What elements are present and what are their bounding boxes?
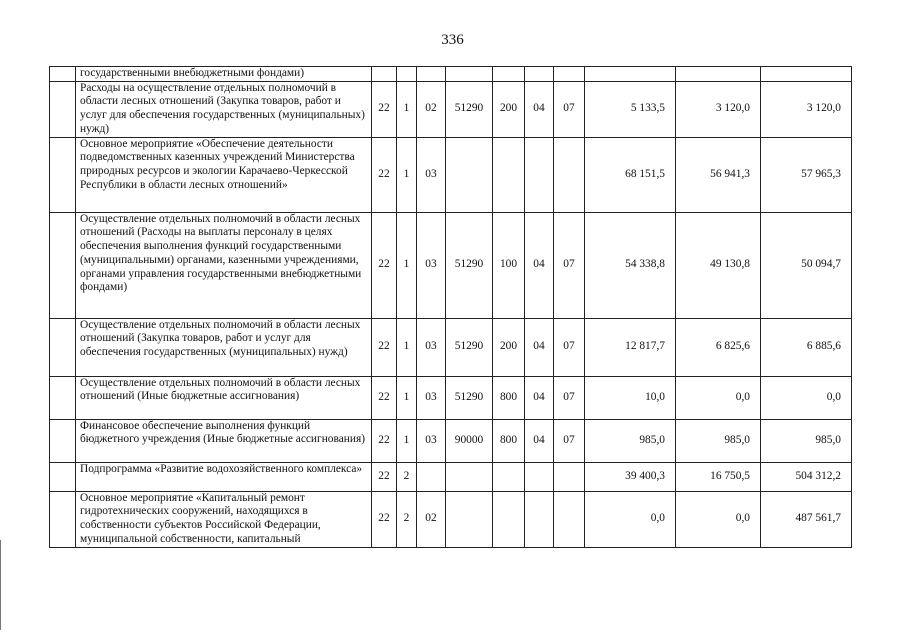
- description-cell: Основное мероприятие «Капитальный ремонт гидротехнических сооружений, находящихся в собственности субъектов Российской Федерации, муниципальной собственности, капитальный: [76, 491, 372, 547]
- code-cell-subsection: 07: [554, 81, 585, 137]
- amount-cell-year3: [761, 67, 852, 82]
- code-cell-program: 22: [372, 81, 397, 137]
- amount-cell-year1: 39 400,3: [585, 462, 676, 491]
- code-cell-subsection: 07: [554, 212, 585, 318]
- code-cell-program: [372, 67, 397, 82]
- code-cell-subprogram: [397, 67, 417, 82]
- amount-cell-year2: 3 120,0: [676, 81, 761, 137]
- code-cell-expense-type: [493, 67, 525, 82]
- number-cell: [50, 67, 76, 82]
- code-cell-activity: 02: [417, 491, 446, 547]
- amount-cell-year1: 68 151,5: [585, 137, 676, 212]
- amount-cell-year1: 0,0: [585, 491, 676, 547]
- code-cell-direction: [446, 137, 493, 212]
- code-cell-section: [525, 462, 554, 491]
- code-cell-expense-type: 100: [493, 212, 525, 318]
- code-cell-subprogram: 2: [397, 491, 417, 547]
- amount-cell-year1: [585, 67, 676, 82]
- amount-cell-year2: 0,0: [676, 491, 761, 547]
- code-cell-direction: [446, 462, 493, 491]
- code-cell-subprogram: 1: [397, 137, 417, 212]
- amount-cell-year3: 50 094,7: [761, 212, 852, 318]
- amount-cell-year2: [676, 67, 761, 82]
- description-cell: Осуществление отдельных полномочий в области лесных отношений (Расходы на выплаты персоналу в целях обеспечения выполнения функций государственными (муниципальными) органами, казенными учреждениями, органами управления государственными внебюджетными фондами): [76, 212, 372, 318]
- code-cell-direction: 51290: [446, 318, 493, 376]
- code-cell-program: 22: [372, 419, 397, 462]
- code-cell-expense-type: 200: [493, 81, 525, 137]
- table-row: [50, 318, 852, 376]
- code-cell-direction: 51290: [446, 212, 493, 318]
- scan-edge-mark: [0, 540, 1, 630]
- code-cell-activity: [417, 67, 446, 82]
- code-cell-program: 22: [372, 462, 397, 491]
- code-cell-direction: [446, 491, 493, 547]
- table-row: [50, 491, 852, 547]
- number-cell: [50, 419, 76, 462]
- code-cell-subprogram: 1: [397, 419, 417, 462]
- table-row: [50, 81, 852, 137]
- code-cell-subprogram: 1: [397, 376, 417, 419]
- description-cell: Осуществление отдельных полномочий в области лесных отношений (Закупка товаров, работ и услуг для обеспечения государственных (муниципальных) нужд): [76, 318, 372, 376]
- code-cell-program: 22: [372, 212, 397, 318]
- code-cell-subprogram: 1: [397, 318, 417, 376]
- code-cell-subprogram: 1: [397, 81, 417, 137]
- amount-cell-year2: 0,0: [676, 376, 761, 419]
- code-cell-expense-type: 200: [493, 318, 525, 376]
- table-row: [50, 67, 852, 82]
- table-row: [50, 462, 852, 491]
- number-cell: [50, 462, 76, 491]
- number-cell: [50, 212, 76, 318]
- amount-cell-year3: 3 120,0: [761, 81, 852, 137]
- code-cell-expense-type: 800: [493, 419, 525, 462]
- amount-cell-year2: 6 825,6: [676, 318, 761, 376]
- code-cell-section: 04: [525, 318, 554, 376]
- code-cell-program: 22: [372, 491, 397, 547]
- code-cell-activity: 03: [417, 212, 446, 318]
- code-cell-activity: 02: [417, 81, 446, 137]
- amount-cell-year3: 487 561,7: [761, 491, 852, 547]
- amount-cell-year1: 10,0: [585, 376, 676, 419]
- code-cell-expense-type: [493, 462, 525, 491]
- code-cell-section: 04: [525, 212, 554, 318]
- table-row: [50, 212, 852, 318]
- description-cell: Основное мероприятие «Обеспечение деятельности подведомственных казенных учреждений Министерства природных ресурсов и экологии Карачаево-Черкесской Республики в области лесных отношений»: [76, 137, 372, 212]
- code-cell-subsection: [554, 137, 585, 212]
- code-cell-section: [525, 137, 554, 212]
- code-cell-expense-type: [493, 491, 525, 547]
- code-cell-activity: 03: [417, 137, 446, 212]
- code-cell-section: 04: [525, 376, 554, 419]
- amount-cell-year2: 16 750,5: [676, 462, 761, 491]
- code-cell-subsection: [554, 491, 585, 547]
- table-row: [50, 376, 852, 419]
- amount-cell-year1: 12 817,7: [585, 318, 676, 376]
- amount-cell-year2: 49 130,8: [676, 212, 761, 318]
- amount-cell-year3: 504 312,2: [761, 462, 852, 491]
- code-cell-subsection: 07: [554, 376, 585, 419]
- code-cell-subsection: [554, 67, 585, 82]
- amount-cell-year3: 0,0: [761, 376, 852, 419]
- code-cell-expense-type: 800: [493, 376, 525, 419]
- description-cell: Финансовое обеспечение выполнения функций бюджетного учреждения (Иные бюджетные ассигнования): [76, 419, 372, 462]
- description-cell: Осуществление отдельных полномочий в области лесных отношений (Иные бюджетные ассигнования): [76, 376, 372, 419]
- budget-table: [49, 66, 852, 548]
- description-cell: Расходы на осуществление отдельных полномочий в области лесных отношений (Закупка товаров, работ и услуг для обеспечения государственных (муниципальных) нужд): [76, 81, 372, 137]
- code-cell-section: 04: [525, 81, 554, 137]
- description-cell: Подпрограмма «Развитие водохозяйственного комплекса»: [76, 462, 372, 491]
- amount-cell-year1: 985,0: [585, 419, 676, 462]
- code-cell-program: 22: [372, 376, 397, 419]
- description-cell: государственными внебюджетными фондами): [76, 67, 372, 82]
- page-number: 336: [441, 32, 464, 48]
- amount-cell-year3: 57 965,3: [761, 137, 852, 212]
- amount-cell-year3: 985,0: [761, 419, 852, 462]
- number-cell: [50, 491, 76, 547]
- number-cell: [50, 318, 76, 376]
- code-cell-activity: [417, 462, 446, 491]
- code-cell-subsection: 07: [554, 318, 585, 376]
- code-cell-section: [525, 491, 554, 547]
- number-cell: [50, 81, 76, 137]
- code-cell-subsection: [554, 462, 585, 491]
- code-cell-section: [525, 67, 554, 82]
- code-cell-program: 22: [372, 137, 397, 212]
- table-row: [50, 137, 852, 212]
- code-cell-direction: 51290: [446, 376, 493, 419]
- amount-cell-year2: 985,0: [676, 419, 761, 462]
- number-cell: [50, 376, 76, 419]
- code-cell-subprogram: 1: [397, 212, 417, 318]
- code-cell-direction: 90000: [446, 419, 493, 462]
- code-cell-direction: [446, 67, 493, 82]
- code-cell-program: 22: [372, 318, 397, 376]
- table-row: [50, 419, 852, 462]
- code-cell-expense-type: [493, 137, 525, 212]
- number-cell: [50, 137, 76, 212]
- amount-cell-year1: 5 133,5: [585, 81, 676, 137]
- code-cell-direction: 51290: [446, 81, 493, 137]
- code-cell-activity: 03: [417, 419, 446, 462]
- code-cell-subsection: 07: [554, 419, 585, 462]
- code-cell-section: 04: [525, 419, 554, 462]
- amount-cell-year3: 6 885,6: [761, 318, 852, 376]
- code-cell-activity: 03: [417, 318, 446, 376]
- amount-cell-year2: 56 941,3: [676, 137, 761, 212]
- code-cell-activity: 03: [417, 376, 446, 419]
- amount-cell-year1: 54 338,8: [585, 212, 676, 318]
- code-cell-subprogram: 2: [397, 462, 417, 491]
